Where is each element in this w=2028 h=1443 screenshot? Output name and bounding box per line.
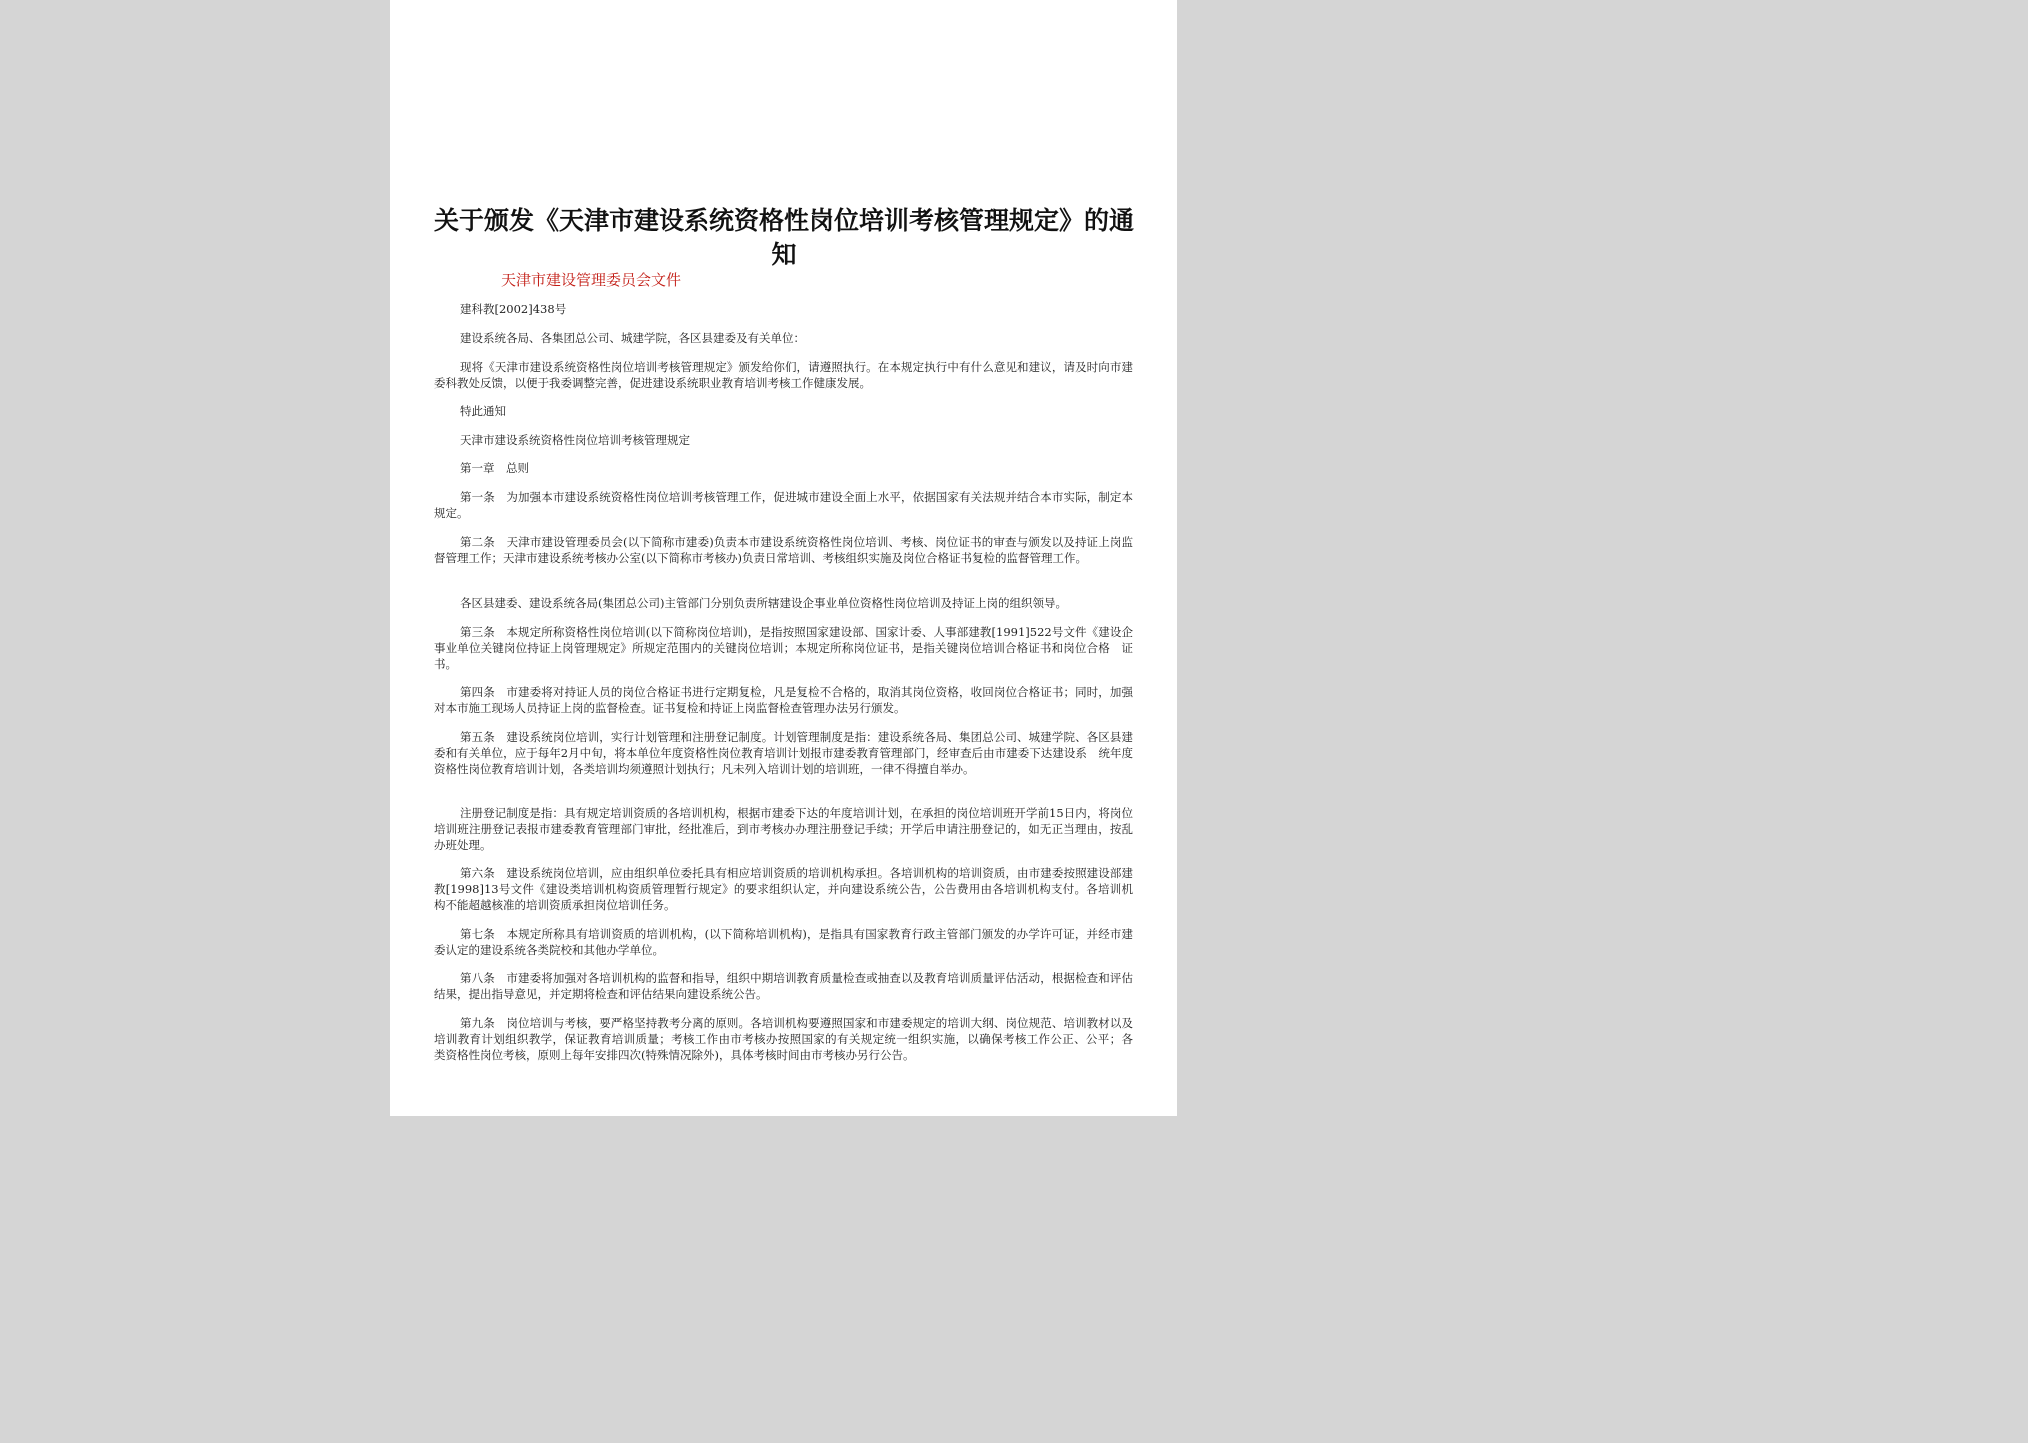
body-paragraph: 注册登记制度是指：具有规定培训资质的各培训机构，根据市建委下达的年度培训计划，在承担的岗位培训班开学前15日内，将岗位培训班注册登记表报市建委教育管理部门审批，经批准后，到市考核办办理注册登记手续；开学后申请注册登记的，如无正当理由，按乱办班处理。 [434, 806, 1133, 852]
recipients: 建设系统各局、各集团总公司、城建学院，各区县建委及有关单位： [460, 331, 805, 345]
document-page [390, 0, 1177, 1116]
notice-closing: 特此通知 [460, 404, 506, 418]
body-paragraph: 现将《天津市建设系统资格性岗位培训考核管理规定》颁发给你们，请遵照执行。在本规定执行中有什么意见和建议，请及时向市建委科教处反馈，以便于我委调整完善，促进建设系统职业教育培训考核工作健康发展。 [434, 360, 1133, 390]
article-paragraph: 第四条 市建委将对持证人员的岗位合格证书进行定期复检，凡是复检不合格的，取消其岗位资格，收回岗位合格证书；同时，加强对本市施工现场人员持证上岗的监督检查。证书复检和持证上岗监督检查管理办法另行颁发。 [434, 685, 1133, 715]
article-paragraph: 第七条 本规定所称具有培训资质的培训机构，(以下简称培训机构)，是指具有国家教育行政主管部门颁发的办学许可证，并经市建委认定的建设系统各类院校和其他办学单位。 [434, 927, 1133, 957]
article-paragraph: 第九条 岗位培训与考核，要严格坚持教考分离的原则。各培训机构要遵照国家和市建委规定的培训大纲、岗位规范、培训教材以及培训教育计划组织教学，保证教育培训质量；考核工作由市考核办按照国家的有关规定统一组织实施，以确保考核工作公正、公平；各 类资格性岗位考核，原则上每年安排四次(特殊情况除外)，具体考核时间由市考核办另行公告。 [434, 1016, 1145, 1062]
issuing-authority: 天津市建设管理委员会文件 [501, 271, 682, 289]
regulation-title: 天津市建设系统资格性岗位培训考核管理规定 [460, 433, 690, 447]
article-paragraph: 第一条 为加强本市建设系统资格性岗位培训考核管理工作，促进城市建设全面上水平，依据国家有关法规并结合本市实际，制定本规定。 [434, 490, 1133, 520]
body-paragraph: 各区县建委、建设系统各局(集团总公司)主管部门分别负责所辖建设企事业单位资格性岗位培训及持证上岗的组织领导。 [460, 596, 1067, 610]
article-paragraph: 第三条 本规定所称资格性岗位培训(以下简称岗位培训)，是指按照国家建设部、国家计委、人事部建教[1991]522号文件《建设企事业单位关键岗位持证上岗管理规定》所规定范围内的关键岗位培训；本规定所称岗位证书，是指关键岗位培训合格证书和岗位合格 证书。 [434, 625, 1133, 671]
article-paragraph: 第五条 建设系统岗位培训，实行计划管理和注册登记制度。计划管理制度是指：建设系统各局、集团总公司、城建学院、各区县建委和有关单位，应于每年2月中旬，将本单位年度资格性岗位教育培训计划报市建委教育管理部门，经审查后由市建委下达建设系 统年度资格性岗位教育培训计划，各类培训均须遵照计划执行；凡未列入培训计划的培训班，一律不得擅自举办。 [434, 730, 1133, 776]
article-paragraph: 第六条 建设系统岗位培训，应由组织单位委托具有相应培训资质的培训机构承担。各培训机构的培训资质，由市建委按照建设部建教[1998]13号文件《建设类培训机构资质管理暂行规定》的要求组织认定，并向建设系统公告，公告费用由各培训机构支付。各培训机 构不能超越核准的培训资质承担岗位培训任务。 [434, 866, 1145, 912]
article-paragraph: 第八条 市建委将加强对各培训机构的监督和指导，组织中期培训教育质量检查或抽查以及教育培训质量评估活动，根据检查和评估结果，提出指导意见，并定期将检查和评估结果向建设系统公告。 [434, 971, 1133, 1001]
chapter-heading: 第一章 总则 [460, 461, 529, 475]
document-number: 建科教[2002]438号 [460, 302, 567, 316]
article-paragraph: 第二条 天津市建设管理委员会(以下简称市建委)负责本市建设系统资格性岗位培训、考核、岗位证书的审查与颁发以及持证上岗监督管理工作；天津市建设系统考核办公室(以下简称市考核办)负责日常培训、考核组织实施及岗位合格证书复检的监督管理工作。 [434, 535, 1133, 565]
document-title: 关于颁发《天津市建设系统资格性岗位培训考核管理规定》的通知 [434, 206, 1135, 269]
